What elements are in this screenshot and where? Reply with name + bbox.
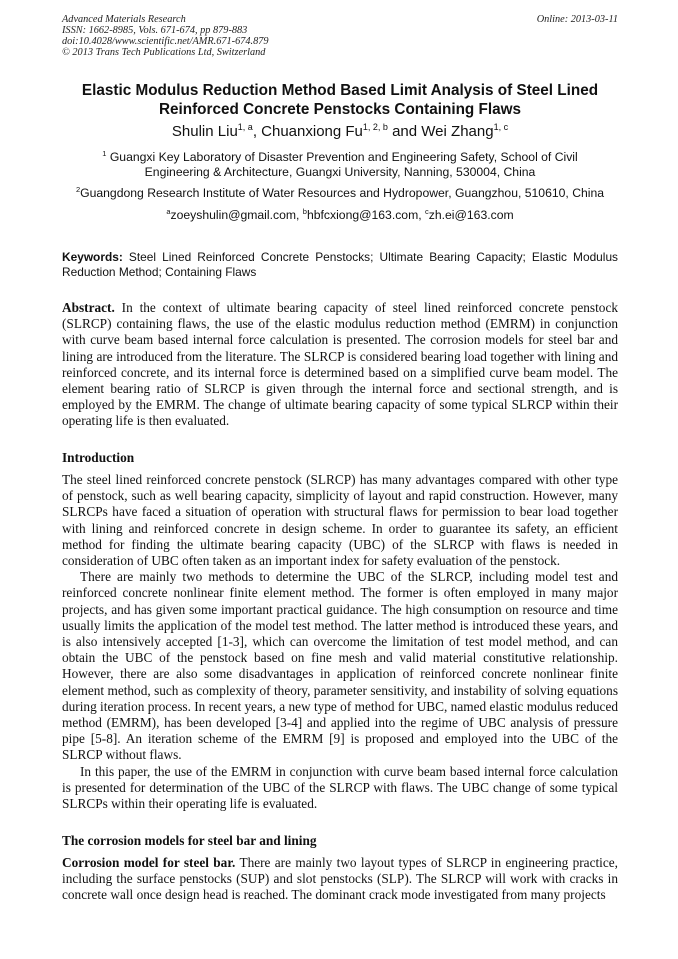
keywords-label: Keywords: <box>62 250 123 264</box>
email-a: zoeyshulin@gmail.com, <box>170 208 303 222</box>
copyright-line: © 2013 Trans Tech Publications Ltd, Switzerland <box>62 47 266 58</box>
intro-paragraph-3: In this paper, the use of the EMRM in conjunction with curve beam based internal force calculation is presented for determination of the UBC of the SLRCP with flaws. The UBC change of some typical SLRCPs within their operating life is evaluated. <box>62 763 618 812</box>
email-b: hbfcxiong@163.com, <box>306 208 426 222</box>
author-separator: , <box>252 123 262 140</box>
corrosion-text: There are mainly two layout types of SLRCP in engineering practice, including the surface penstocks (SUP) and slot penstocks (SLP). The SLRCP will work with cracks in concrete wall once design head is reached. The dominant crack mode investigated from many projects <box>62 855 618 903</box>
affiliation-1-line-1: Guangxi Key Laboratory of Disaster Prevention and Engineering Safety, School of Civil <box>109 150 578 164</box>
title-line-2: Reinforced Concrete Penstocks Containing Flaws <box>158 101 522 118</box>
affiliation-2-text: Guangdong Research Institute of Water Resources and Hydropower, Guangzhou, 510610, China <box>80 186 605 200</box>
author-list <box>60 123 620 141</box>
email-mark: b <box>302 207 307 216</box>
author-affiliation-mark: 1, c <box>493 122 509 132</box>
keywords-section <box>62 250 618 279</box>
email-mark: a <box>166 207 171 216</box>
intro-paragraph-1: The steel lined reinforced concrete penstock (SLRCP) has many advantages compared with other type of penstock, such as well bearing capacity, simplicity of layout and rapid construction. However, many SLRCPs have faced a situation of operation with structural flaws for permission to bear load together with lining and reinforced concrete in design scheme. In order to guarantee its safety, an efficient method for finding the ultimate bearing capacity (UBC) of the SLRCP with flaws is needed in consideration of UBC often taken as an important index for safety evaluation of the penstock. <box>62 472 618 569</box>
introduction-section <box>62 472 618 812</box>
online-date: Online: 2013-03-11 <box>536 14 618 25</box>
affiliation-mark: 1 <box>102 149 107 158</box>
intro-paragraph-2: There are mainly two methods to determine the UBC of the SLRCP, including model test and reinforced concrete nonlinear finite element method. The former is often employed in many major projects, and has given some important practical guidance. The high consumption on resource and time usually limits the application of the model test method. The latter method is introduced these years, and is also intensively accepted [1-3], which can overcome the limitation of test model method, and can obtain the UBC of the penstock based on fine mesh and valid material constitutive relationship. However, there are also some disadvantages in application of reinforced concrete nonlinear finite element method, such as complexity of theory, parameter sensitivity, and instability of solving equations during iteration process. In recent years, a new type of method for UBC, named elastic modulus reduced method (EMRM), has been developed [3-4] and applied into the regime of UBC analysis of pressure pipe [5-8]. An iteration scheme of the EMRM [9] is proposed and employed into the UBC of the SLRCP without flaws. <box>62 569 618 763</box>
email-c: zh.ei@163.com <box>428 208 514 222</box>
affiliation-1 <box>60 150 620 180</box>
paper-title <box>60 81 620 119</box>
doi-line: doi:10.4028/www.scientific.net/AMR.671-674.879 <box>62 36 269 47</box>
author-name: Chuanxiong Fu <box>261 123 363 140</box>
affiliation-1-line-2: Engineering & Architecture, Guangxi University, Nanning, 530004, China <box>144 165 536 179</box>
email-mark: c <box>425 207 429 216</box>
issn-line: ISSN: 1662-8985, Vols. 671-674, pp 879-883 <box>62 25 248 36</box>
author-affiliation-mark: 1, 2, b <box>362 122 388 132</box>
affiliation-mark: 2 <box>75 185 81 194</box>
abstract-section <box>62 300 618 430</box>
journal-name: Advanced Materials Research <box>62 14 186 25</box>
author-affiliation-mark: 1, a <box>237 122 253 132</box>
corrosion-section <box>62 855 618 904</box>
author-separator: and <box>387 123 422 140</box>
corrosion-subheading: Corrosion model for steel bar. <box>62 855 236 870</box>
section-heading-corrosion: The corrosion models for steel bar and lining <box>62 833 317 848</box>
journal-header <box>62 14 618 58</box>
abstract-label: Abstract. <box>62 300 115 315</box>
abstract-text: In the context of ultimate bearing capacity of steel lined reinforced concrete penstock (SLRCP) containing flaws, the use of the elastic modulus reduction method (EMRM) in conjunction with curve beam based internal force calculation is presented. The corrosion models for steel bar and lining are introduced from the literature. The SLRCP is considered bearing load together with lining and reinforced concrete, and its internal force is determined based on a simplified curve beam model. The element bearing ratio of SLRCP is given through the internal force and sectional strength, and is employed by the EMRM. The change of ultimate bearing capacity of some typical SLRCP within their operating life is then evaluated. <box>62 300 618 429</box>
section-heading-introduction: Introduction <box>62 450 135 465</box>
keywords-text: Steel Lined Reinforced Concrete Penstocks; Ultimate Bearing Capacity; Elastic Modulus Reduction Method; Containing Flaws <box>62 250 618 279</box>
email-line <box>60 208 620 223</box>
author-name: Wei Zhang <box>421 123 494 140</box>
affiliation-2 <box>56 186 624 201</box>
title-line-1: Elastic Modulus Reduction Method Based Limit Analysis of Steel Lined <box>81 82 599 99</box>
author-name: Shulin Liu <box>171 123 238 140</box>
